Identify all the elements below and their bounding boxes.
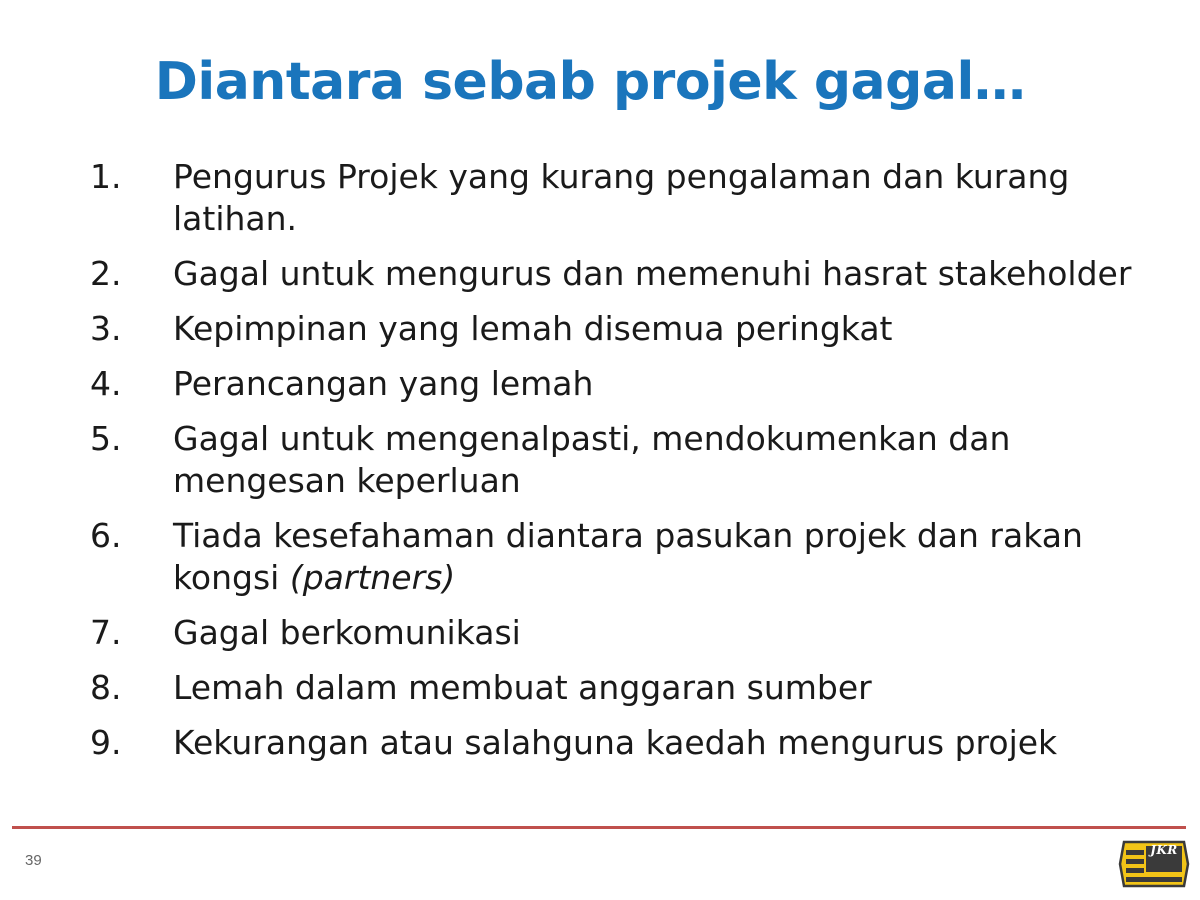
item-number: 1. bbox=[90, 157, 122, 196]
item-text: Kekurangan atau salahguna kaedah mengurus projek bbox=[173, 723, 1058, 762]
item-text: Perancangan yang lemah bbox=[173, 364, 594, 403]
item-number: 3. bbox=[90, 309, 122, 348]
list-item bbox=[90, 722, 1180, 764]
item-number: 6. bbox=[90, 516, 122, 555]
item-text: Lemah dalam membuat anggaran sumber bbox=[173, 668, 872, 707]
list-item bbox=[90, 308, 1180, 350]
cause-list bbox=[90, 156, 1180, 777]
list-item bbox=[90, 418, 1180, 502]
item-text: Tiada kesefahaman diantara pasukan projek dan rakan kongsi (partners) bbox=[173, 516, 1083, 597]
logo-text: JKR bbox=[1150, 843, 1178, 857]
item-number: 8. bbox=[90, 668, 122, 707]
slide-title: Diantara sebab projek gagal… bbox=[154, 52, 1026, 112]
list-item bbox=[90, 667, 1180, 709]
list-item bbox=[90, 156, 1180, 240]
item-number: 5. bbox=[90, 419, 122, 458]
item-number: 4. bbox=[90, 364, 122, 403]
list-item bbox=[90, 515, 1180, 599]
item-text: Pengurus Projek yang kurang pengalaman dan kurang latihan. bbox=[173, 157, 1070, 238]
page-number: 39 bbox=[25, 852, 42, 869]
item-number: 9. bbox=[90, 723, 122, 762]
item-number: 7. bbox=[90, 613, 122, 652]
list-item bbox=[90, 253, 1180, 295]
item-text: Gagal untuk mengenalpasti, mendokumenkan dan mengesan keperluan bbox=[173, 419, 1011, 500]
item-text: Kepimpinan yang lemah disemua peringkat bbox=[173, 309, 893, 348]
footer-divider bbox=[12, 826, 1186, 829]
item-text: Gagal berkomunikasi bbox=[173, 613, 521, 652]
item-number: 2. bbox=[90, 254, 122, 293]
list-item bbox=[90, 612, 1180, 654]
item-text: Gagal untuk mengurus dan memenuhi hasrat stakeholder bbox=[173, 254, 1132, 293]
list-item bbox=[90, 363, 1180, 405]
